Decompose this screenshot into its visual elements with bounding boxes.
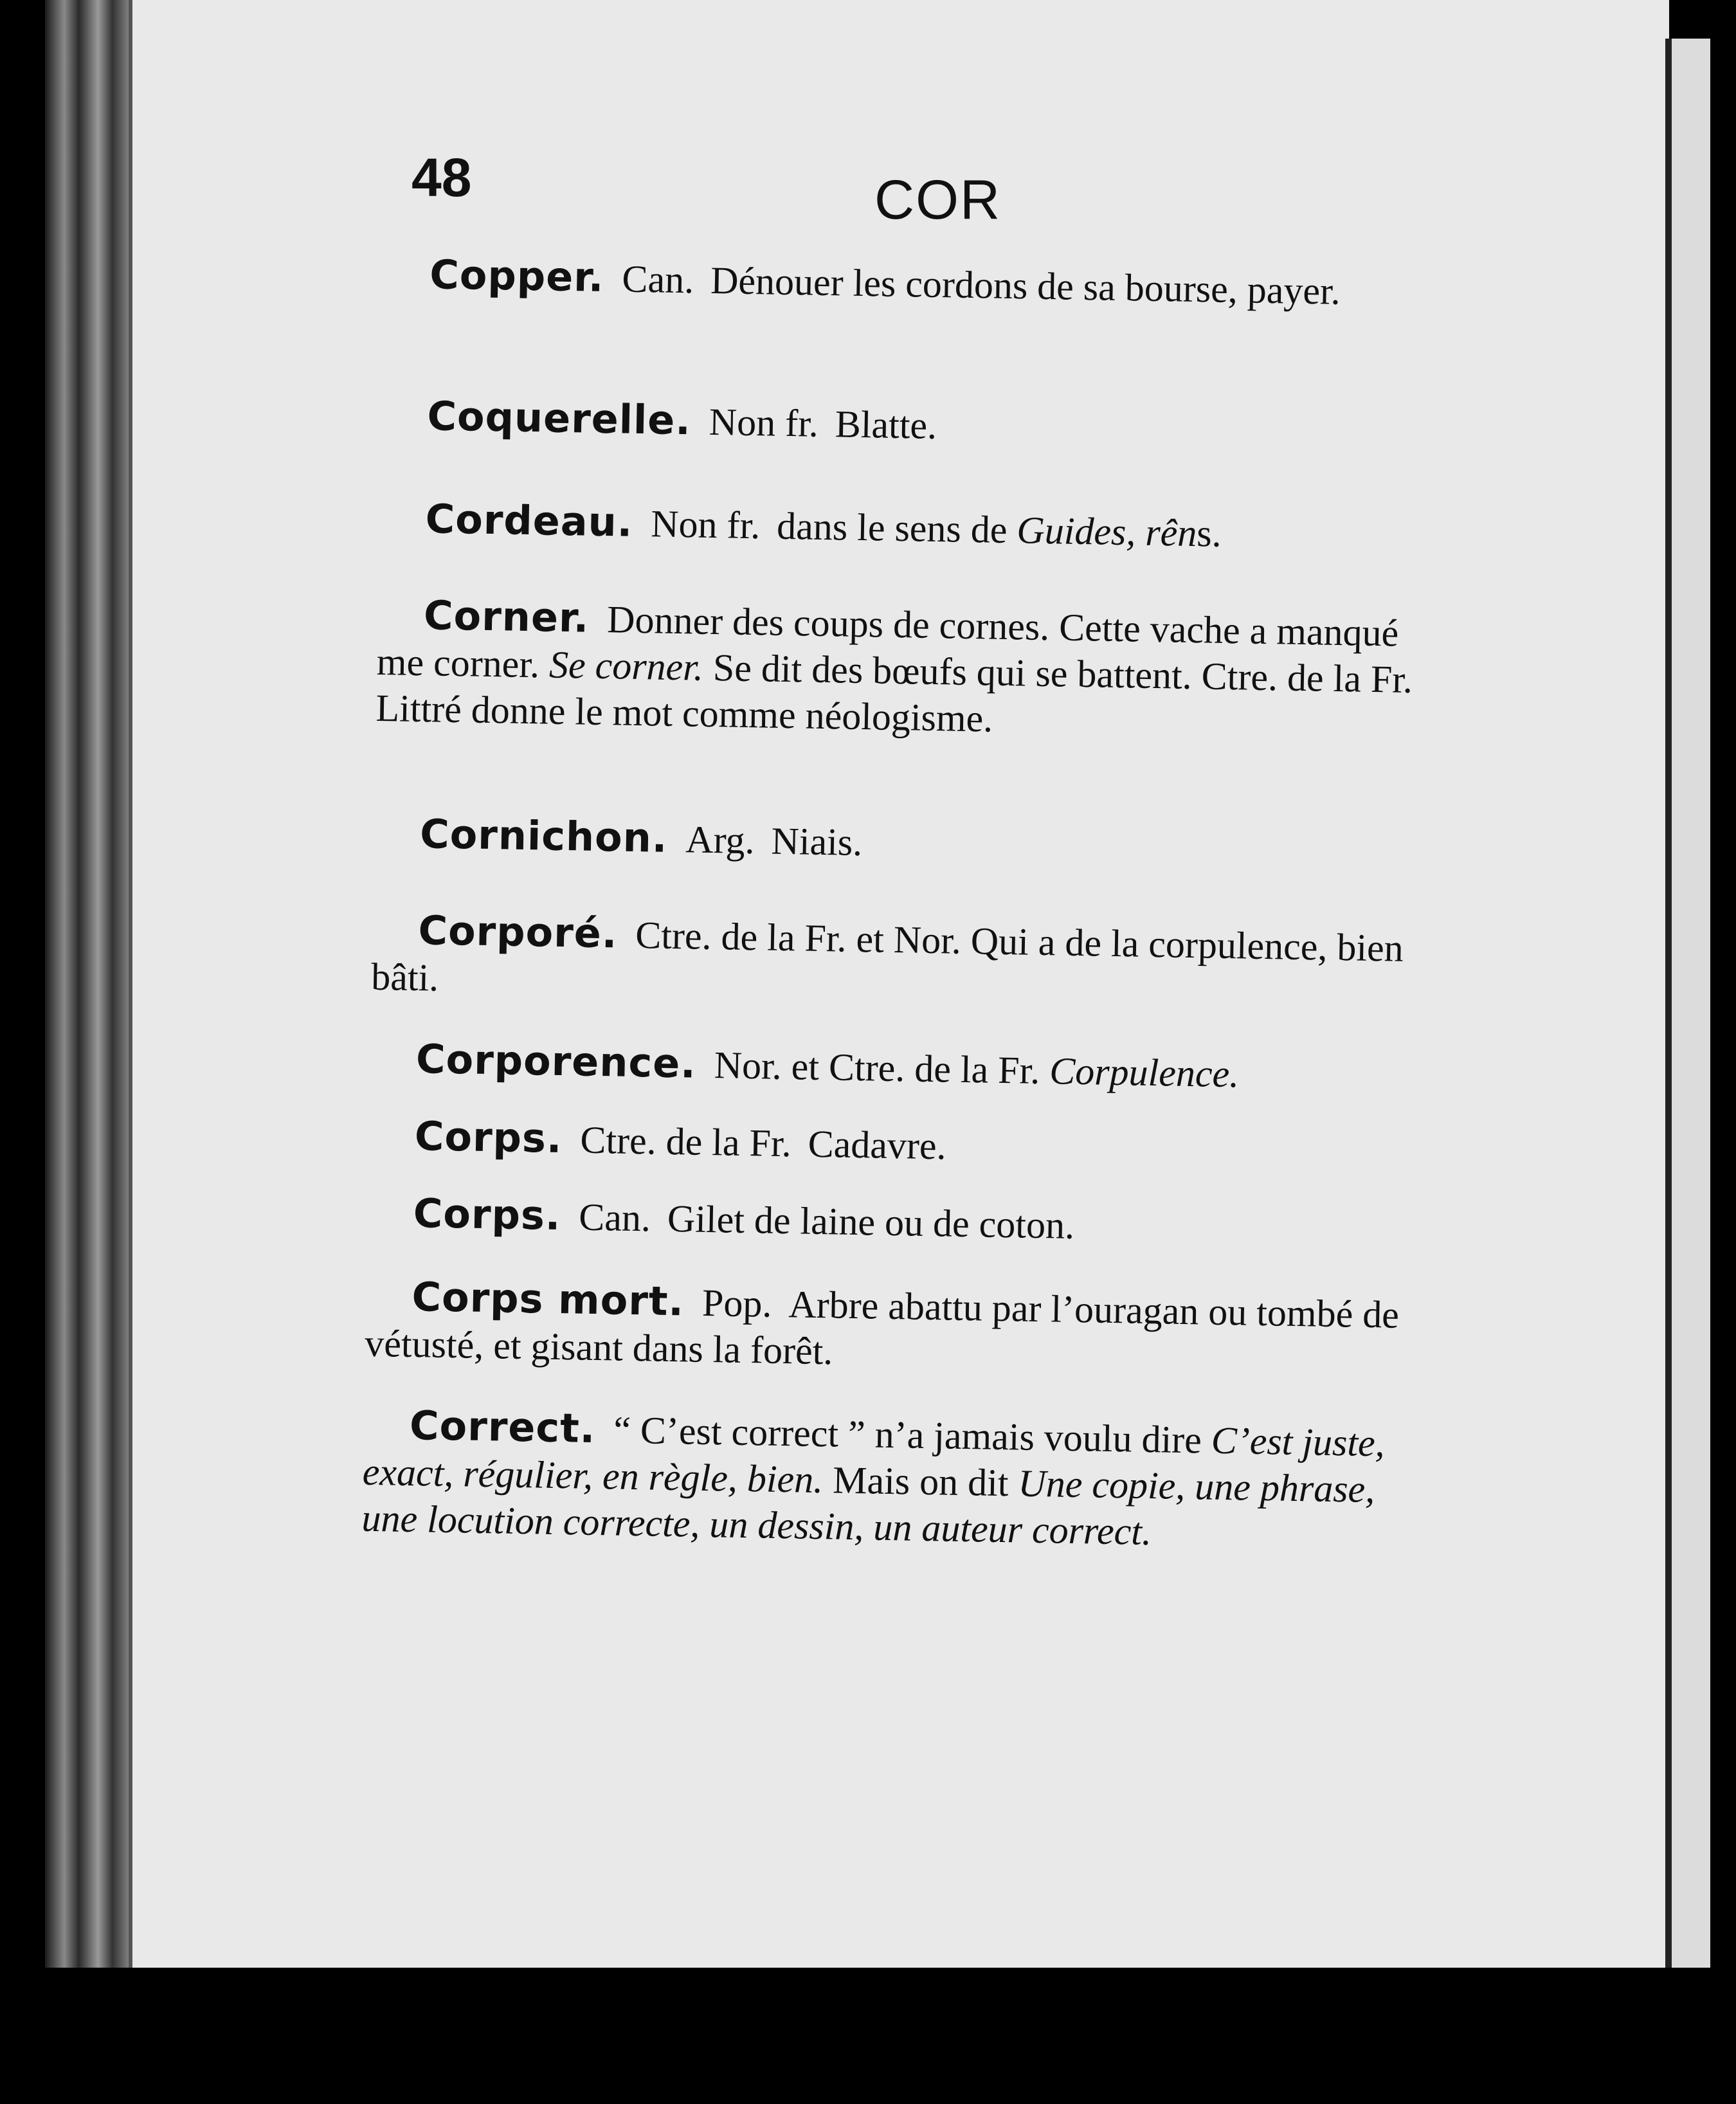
usage-label: Non fr. xyxy=(650,502,761,547)
scan-border-right xyxy=(1710,0,1736,2104)
italic-term: C’est juste, exact, régulier, en règle, bien. xyxy=(362,1419,1386,1501)
headword: Cornichon. xyxy=(419,810,669,862)
italic-term: Se corner. xyxy=(548,643,704,689)
definition: Ctre. de la Fr. et Nor. Qui a de la corpulence, bien bâti. xyxy=(370,913,1404,999)
definition: Nor. et Ctre. de la Fr. xyxy=(714,1044,1040,1092)
running-head: COR xyxy=(874,169,1002,231)
italic-term: Guides, rên xyxy=(1016,509,1197,555)
entry-corps-mort xyxy=(365,1273,1420,1385)
page-number: 48 xyxy=(411,147,472,208)
usage-label: Arg. xyxy=(685,818,755,862)
headword: Coquerelle. xyxy=(426,392,692,444)
italic-examples: Une copie, une phrase, une locution correcte, un dessin, un auteur correct. xyxy=(361,1462,1375,1554)
book-edge-left xyxy=(45,0,141,1968)
entry-correct xyxy=(361,1402,1418,1560)
headword: Corporé. xyxy=(417,907,619,957)
headword: Corporence. xyxy=(415,1035,697,1087)
headword: Corps mort. xyxy=(411,1273,685,1325)
definition: Cadavre. xyxy=(808,1122,947,1168)
definition: dans le sens de xyxy=(776,504,1008,551)
headword: Copper. xyxy=(429,251,605,301)
usage-label: Ctre. de la Fr. xyxy=(579,1118,792,1165)
italic-term: Corpulence. xyxy=(1049,1049,1240,1096)
definition-tail: s. xyxy=(1196,512,1222,555)
definition: Dénouer les cordons de sa bourse, payer. xyxy=(710,258,1341,313)
headword: Corps. xyxy=(413,1190,562,1240)
entry-corpore xyxy=(371,907,1427,1019)
headword: Cordeau. xyxy=(425,495,633,546)
definition: Niais. xyxy=(771,819,863,864)
definition-tail: Se dit des bœufs qui se battent. Ctre. de la Fr. Littré donne le mot comme néologisme. xyxy=(375,646,1413,740)
definition: Blatte. xyxy=(835,403,937,448)
definition-tail: Mais on dit xyxy=(832,1458,1009,1505)
scan-border-bottom xyxy=(84,1968,1710,2104)
definition: Arbre abattu par l’ouragan ou tombé de vétusté, et gisant dans la forêt. xyxy=(364,1283,1400,1373)
definition: Gilet de laine ou de coton. xyxy=(667,1197,1075,1247)
entry-corner xyxy=(375,592,1433,750)
usage-label: Pop. xyxy=(701,1281,773,1325)
usage-label: Can. xyxy=(621,257,694,302)
headword: Correct. xyxy=(409,1401,597,1452)
headword: Corps. xyxy=(414,1112,563,1163)
usage-label: Non fr. xyxy=(709,400,819,445)
headword: Corner. xyxy=(423,592,590,642)
definition: “ C’est correct ” n’a jamais voulu dire xyxy=(613,1408,1202,1462)
usage-label: Can. xyxy=(578,1195,651,1240)
definition: Donner des coups de cornes. Cette vache a manqué me corner. xyxy=(376,598,1399,686)
